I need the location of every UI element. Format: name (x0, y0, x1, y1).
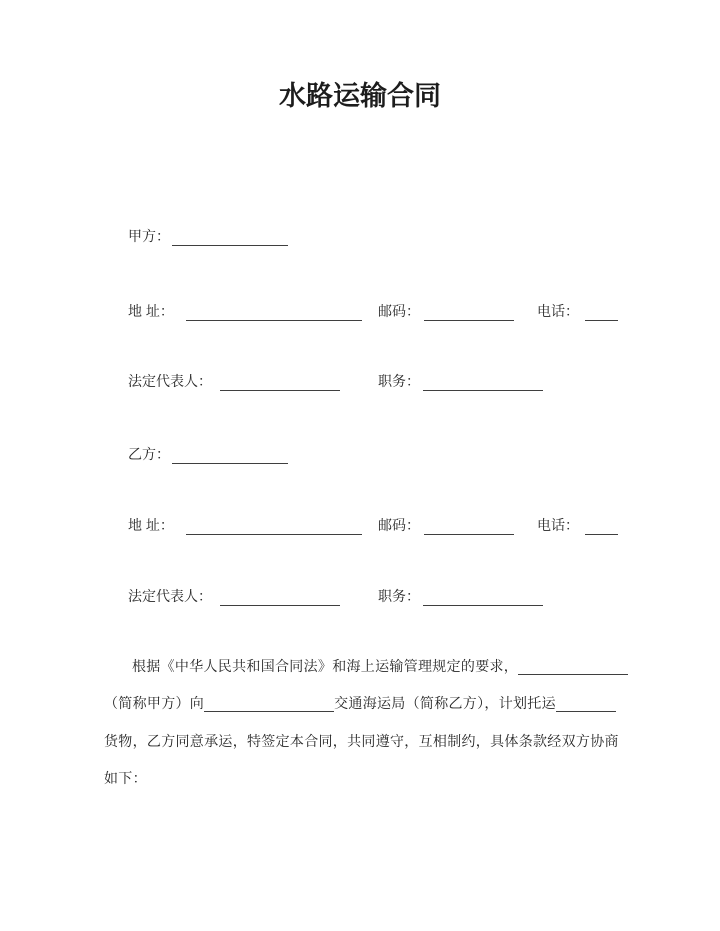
party-b-postcode-blank[interactable] (424, 518, 514, 535)
party-b-name-row (0, 444, 720, 468)
preamble-line3-text: 货物，乙方同意承运，特签定本合同，共同遵守，互相制约，具体条款经双方协商 (104, 733, 619, 749)
party-b-address-label: 地 址： (128, 517, 174, 533)
party-b-phone-label: 电话： (537, 517, 579, 533)
party-a-address-blank[interactable] (186, 304, 362, 321)
preamble-consignor-blank[interactable] (518, 659, 628, 675)
party-a-legal-rep-row (0, 371, 720, 395)
party-a-postcode-blank[interactable] (424, 304, 514, 321)
preamble-line-4 (104, 767, 624, 789)
party-a-name-row (0, 226, 720, 250)
party-a-position-label: 职务： (378, 373, 420, 389)
party-a-address-label: 地 址： (128, 303, 174, 319)
party-a-address-row (0, 301, 720, 325)
party-b-name-blank[interactable] (172, 447, 288, 464)
party-a-phone-blank[interactable] (585, 304, 618, 321)
preamble-line4-text: 如下： (104, 770, 147, 786)
preamble-line-3 (104, 730, 624, 752)
party-a-postcode-label: 邮码： (378, 303, 420, 319)
party-b-name-label: 乙方： (128, 446, 170, 462)
preamble-line1-text: 根据《中华人民共和国合同法》和海上运输管理规定的要求， (132, 658, 519, 674)
party-a-legal-rep-blank[interactable] (220, 374, 340, 391)
party-b-position-label: 职务： (378, 588, 420, 604)
preamble-line2-part1: （简称甲方）向 (104, 695, 205, 711)
party-b-postcode-label: 邮码： (378, 517, 420, 533)
party-b-position-blank[interactable] (423, 589, 543, 606)
party-b-legal-rep-label: 法定代表人： (128, 588, 212, 604)
party-a-name-blank[interactable] (172, 229, 288, 246)
party-a-position-blank[interactable] (423, 374, 543, 391)
party-b-phone-blank[interactable] (585, 518, 618, 535)
preamble-line2-part2: 交通海运局（简称乙方），计划托运 (334, 695, 556, 711)
preamble-carrier-blank[interactable] (204, 696, 334, 712)
party-b-legal-rep-blank[interactable] (220, 589, 340, 606)
preamble-line-2 (104, 692, 624, 714)
document-title: 水路运输合同 (279, 81, 441, 111)
party-b-legal-rep-row (0, 586, 720, 610)
preamble-line-1 (104, 655, 652, 677)
party-a-legal-rep-label: 法定代表人： (128, 373, 212, 389)
party-b-address-row (0, 515, 720, 539)
preamble-goods-blank[interactable] (556, 696, 616, 712)
party-a-name-label: 甲方： (128, 228, 170, 244)
party-a-phone-label: 电话： (537, 303, 579, 319)
party-b-address-blank[interactable] (186, 518, 362, 535)
